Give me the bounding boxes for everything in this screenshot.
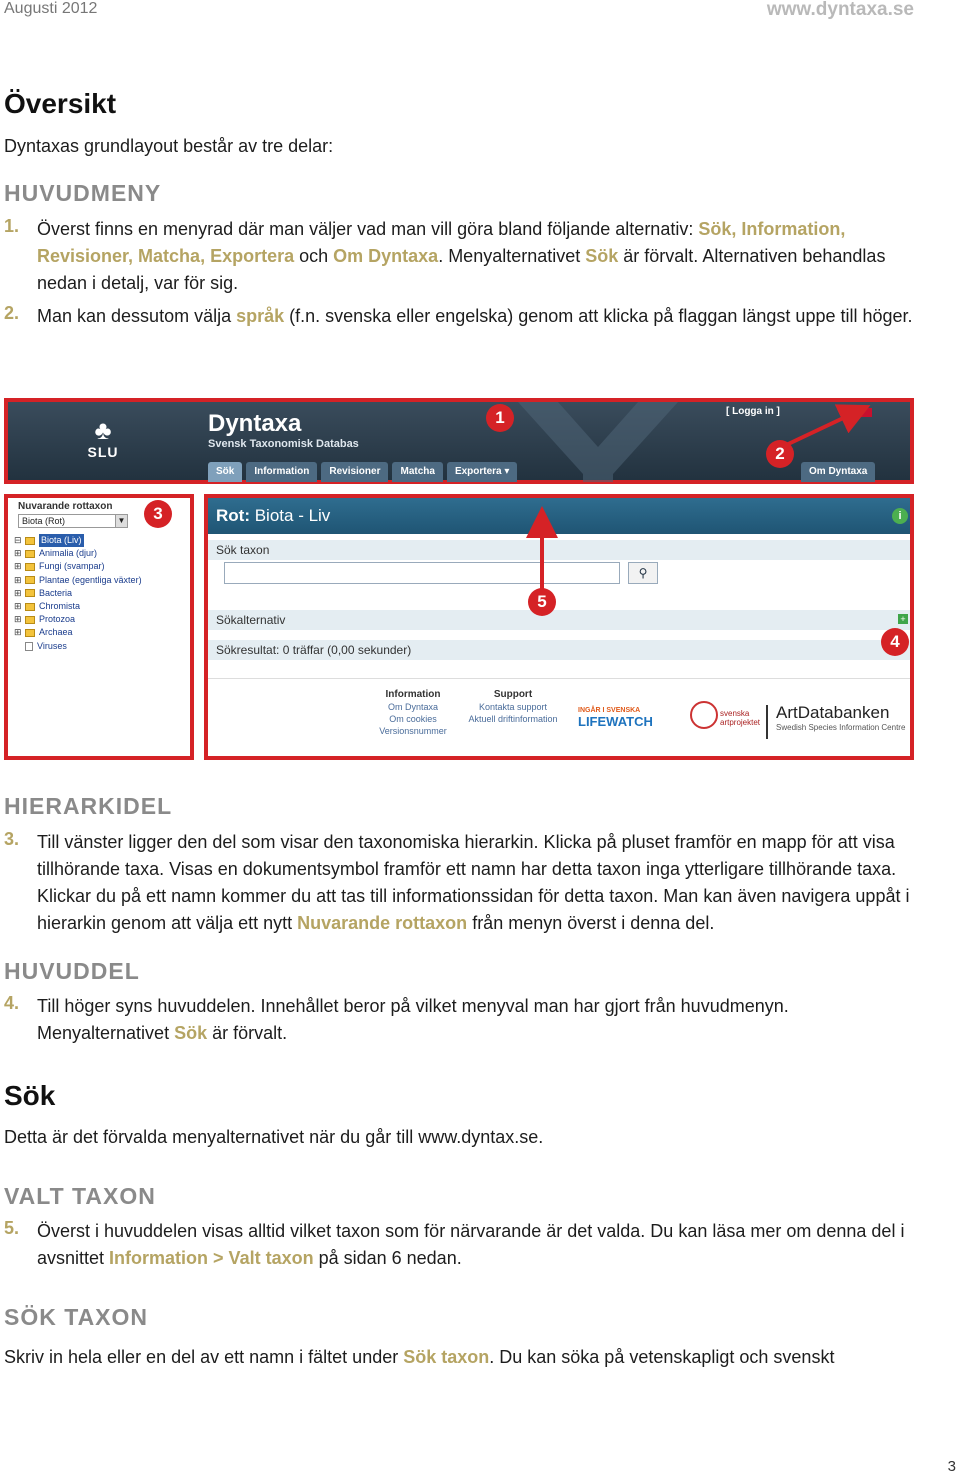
badge-3: 3 bbox=[144, 500, 172, 528]
artdatabanken-logo[interactable]: ArtDatabanken Swedish Species Information Centre bbox=[776, 703, 906, 732]
list-number: 1. bbox=[4, 216, 20, 236]
list-number: 5. bbox=[4, 1218, 20, 1238]
footer-information: Information Om Dyntaxa Om cookies Versionsnummer bbox=[379, 689, 447, 736]
intro-text: Dyntaxas grundlayout består av tre delar: bbox=[4, 136, 334, 156]
list-item-2: Man kan dessutom välja språk (f.n. svenska eller engelska) genom att klicka på flaggan längst uppe till höger. bbox=[37, 306, 913, 326]
selected-taxon[interactable]: Rot: Biota - Liv bbox=[216, 506, 331, 525]
sok-taxon-text: Skriv in hela eller en del av ett namn i fältet under Sök taxon. Du kan söka på vetenskapligt och svenskt bbox=[4, 1347, 835, 1367]
list-item-4: Till höger syns huvuddelen. Innehållet beror på vilket menyval man har gjort från huvudmenyn. Menyalternativet Sök är förvalt. bbox=[37, 996, 789, 1043]
lifewatch-logo[interactable]: INGÅR I SVENSKA LIFEWATCH bbox=[578, 707, 653, 729]
footer-link[interactable]: Kontakta support bbox=[478, 702, 548, 712]
badge-5: 5 bbox=[528, 588, 556, 616]
arrow-language bbox=[784, 412, 856, 446]
tree-item[interactable]: ⊞ Plantae (egentliga växter) bbox=[14, 574, 142, 585]
dyntaxa-screenshot bbox=[4, 398, 914, 760]
app-footer: Information Om Dyntaxa Om cookies Versionsnummer Support Kontakta support Aktuell driftinformation INGÅR I SVENSKA LIFEWATCH svenska artprojektet ArtDatabanken Swedish Species Information Centre bbox=[208, 678, 910, 756]
tree-item[interactable]: ⊞ Bacteria bbox=[14, 587, 73, 598]
footer-link[interactable]: Aktuell driftinformation bbox=[468, 714, 558, 724]
tree-item[interactable]: Viruses bbox=[14, 640, 142, 653]
list-number: 4. bbox=[4, 993, 20, 1013]
slu-logo: ♣ SLU bbox=[78, 416, 128, 466]
footer-support: Support Kontakta support Aktuell driftinformation bbox=[458, 689, 568, 725]
search-taxon-label: Sök taxon bbox=[208, 540, 910, 560]
tree-item[interactable]: ⊞ Protozoa bbox=[14, 614, 76, 625]
list-item-1: Överst finns en menyrad där man väljer vad man vill göra bland följande alternativ: Sök, Information, Revisioner, Matcha, Exportera och Om Dyntaxa. Menyalternativet Sök är förvalt. Alternativen behandlas nedan i detalj, var för sig. bbox=[37, 219, 886, 293]
heading-sok-taxon: SÖK TAXON bbox=[4, 1304, 149, 1330]
menu-item-information[interactable]: Information bbox=[246, 462, 317, 482]
list-item-5: Överst i huvuddelen visas alltid vilket taxon som för närvarande är det valda. Du kan läsa mer om denna del i avsnittet Information > Valt taxon på sidan 6 nedan. bbox=[37, 1221, 905, 1268]
menu-item-exportera[interactable]: Exportera ▾ bbox=[447, 462, 517, 482]
menu-item-sok[interactable]: Sök bbox=[208, 462, 242, 482]
current-root-label: Nuvarande rottaxon bbox=[18, 501, 113, 512]
footer-link[interactable]: Om Dyntaxa bbox=[387, 702, 438, 712]
badge-4: 4 bbox=[881, 628, 909, 656]
list-number: 2. bbox=[4, 303, 20, 323]
leaf-icon: ♣ bbox=[94, 415, 112, 445]
section-title-sok: Sök bbox=[4, 1080, 56, 1111]
heading-huvudmeny: HUVUDMENY bbox=[4, 180, 162, 206]
tree-item[interactable]: ⊞ Chromista bbox=[14, 601, 81, 612]
heading-hierarkidel: HIERARKIDEL bbox=[4, 793, 173, 819]
login-link[interactable]: [ Logga in ] bbox=[726, 406, 780, 417]
chevron-down-icon: ▼ bbox=[115, 515, 127, 527]
search-options-toggle[interactable]: Sökalternativ bbox=[208, 610, 910, 630]
badge-1: 1 bbox=[486, 404, 514, 432]
running-header-date: Augusti 2012 bbox=[4, 0, 98, 17]
page-number: 3 bbox=[947, 1458, 956, 1475]
heading-huvuddel: HUVUDDEL bbox=[4, 958, 140, 984]
root-taxon-select[interactable]: Biota (Rot) ▼ bbox=[18, 514, 128, 528]
running-header-site[interactable]: www.dyntaxa.se bbox=[766, 0, 914, 20]
menu-item-matcha[interactable]: Matcha bbox=[392, 462, 442, 482]
list-item-3: Till vänster ligger den del som visar den taxonomiska hierarkin. Klicka på pluset framför en mapp för att visa tillhörande taxa. Visas en dokumentsymbol framför ett namn har detta taxon inga ytterligare tillhörande taxa. Klickar du på ett namn kommer du att tas till informationssidan för detta taxon. Man kan även navigera uppåt i hierarkin genom att välja ett nytt Nuvarande rottaxon från menyn överst i denna del. bbox=[37, 832, 910, 933]
search-results-label: Sökresultat: 0 träffar (0,00 sekunder) bbox=[208, 640, 910, 660]
section-title-oversikt: Översikt bbox=[4, 88, 117, 119]
menu-item-revisioner[interactable]: Revisioner bbox=[321, 462, 388, 482]
sok-intro-text: Detta är det förvalda menyalternativet när du går till www.dyntax.se. bbox=[4, 1127, 544, 1147]
footer-link[interactable]: Om cookies bbox=[389, 714, 437, 724]
tree-item[interactable]: ⊟ Biota (Liv) bbox=[14, 534, 142, 547]
tree-item[interactable]: ⊞ Animalia (djur) bbox=[14, 548, 98, 559]
footer-link[interactable]: Versionsnummer bbox=[379, 726, 447, 736]
list-number: 3. bbox=[4, 829, 20, 849]
search-icon: ⚲ bbox=[638, 566, 648, 580]
expand-icon[interactable]: + bbox=[898, 614, 908, 624]
app-subtitle: Svensk Taxonomisk Databas bbox=[208, 438, 359, 450]
menu-item-om-dyntaxa[interactable]: Om Dyntaxa bbox=[801, 462, 875, 482]
badge-2: 2 bbox=[766, 440, 794, 468]
app-title: Dyntaxa bbox=[208, 410, 302, 437]
heading-valt-taxon: VALT TAXON bbox=[4, 1183, 156, 1209]
tree-item[interactable]: ⊞ Fungi (svampar) bbox=[14, 561, 105, 572]
info-icon[interactable]: i bbox=[892, 508, 908, 524]
tree-item[interactable]: ⊞ Archaea bbox=[14, 627, 73, 638]
